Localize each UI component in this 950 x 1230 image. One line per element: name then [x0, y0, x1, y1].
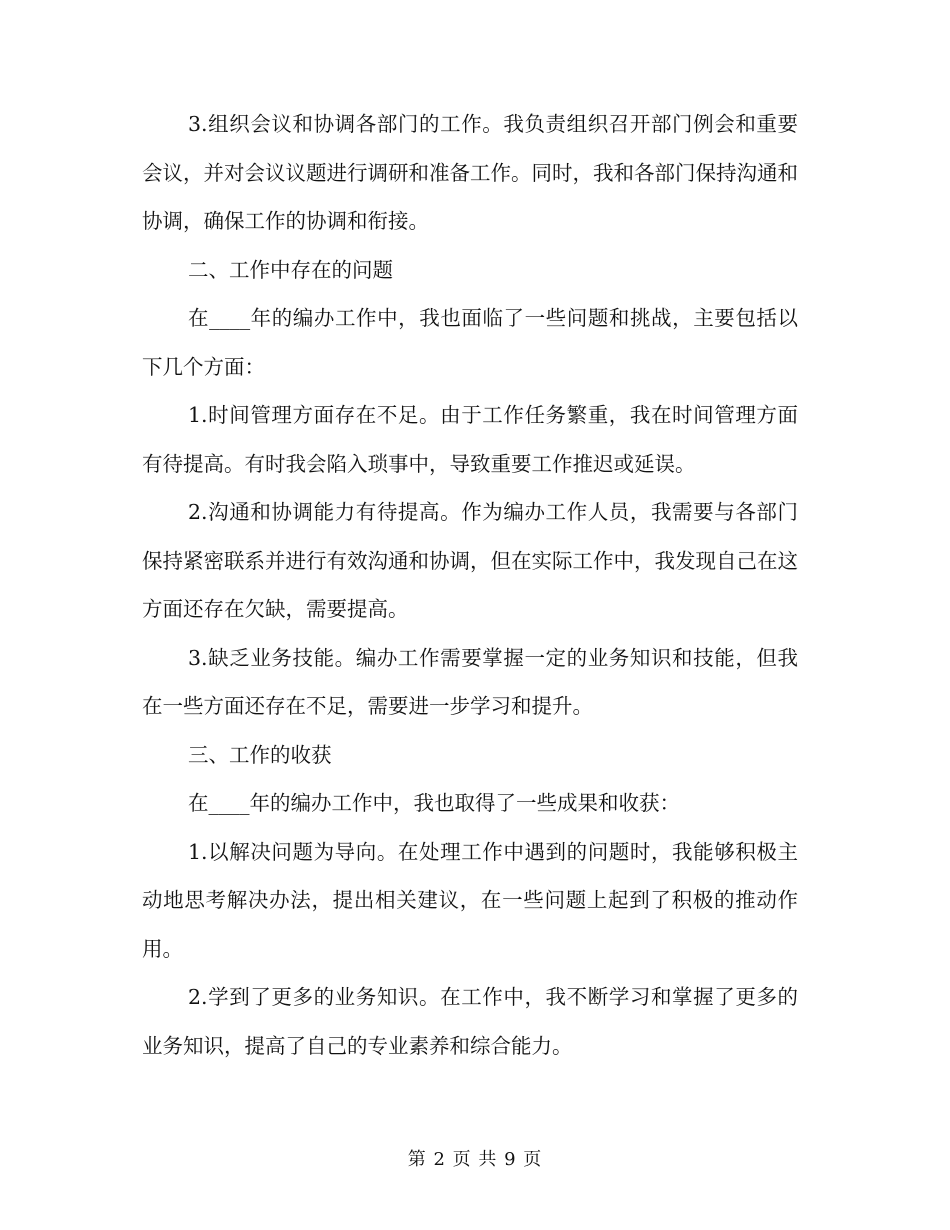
paragraph-problems-intro: 在____年的编办工作中，我也面临了一些问题和挑战，主要包括以下几个方面： — [142, 306, 798, 379]
paragraph-problem-2-communication: 2.沟通和协调能力有待提高。作为编办工作人员，我需要与各部门保持紧密联系并进行有效沟通和协调，但在实际工作中，我发现自己在这方面还存在欠缺，需要提高。 — [142, 500, 798, 621]
paragraph-item-3-meetings: 3.组织会议和协调各部门的工作。我负责组织召开部门例会和重要会议，并对会议议题进行调研和准备工作。同时，我和各部门保持沟通和协调，确保工作的协调和衔接。 — [142, 112, 798, 233]
paragraph-gains-intro: 在____年的编办工作中，我也取得了一些成果和收获： — [188, 791, 680, 815]
paragraph-gain-1-problem-solving: 1.以解决问题为导向。在处理工作中遇到的问题时，我能够积极主动地思考解决办法，提出相关建议，在一些问题上起到了积极的推动作用。 — [142, 839, 798, 961]
paragraph-problem-1-time: 1.时间管理方面存在不足。由于工作任务繁重，我在时间管理方面有待提高。有时我会陷入琐事中，导致重要工作推迟或延误。 — [142, 403, 798, 476]
document-body — [142, 100, 798, 1070]
paragraph-problem-3-skills: 3.缺乏业务技能。编办工作需要掌握一定的业务知识和技能，但我在一些方面还存在不足，需要进一步学习和提升。 — [142, 645, 798, 718]
section-heading-problems: 二、工作中存在的问题 — [188, 257, 393, 282]
paragraph-gain-2-knowledge: 2.学到了更多的业务知识。在工作中，我不断学习和掌握了更多的业务知识，提高了自己的专业素养和综合能力。 — [142, 985, 798, 1058]
section-heading-gains: 三、工作的收获 — [188, 742, 332, 767]
page-number-footer: 第 2 页 共 9 页 — [407, 1149, 543, 1170]
